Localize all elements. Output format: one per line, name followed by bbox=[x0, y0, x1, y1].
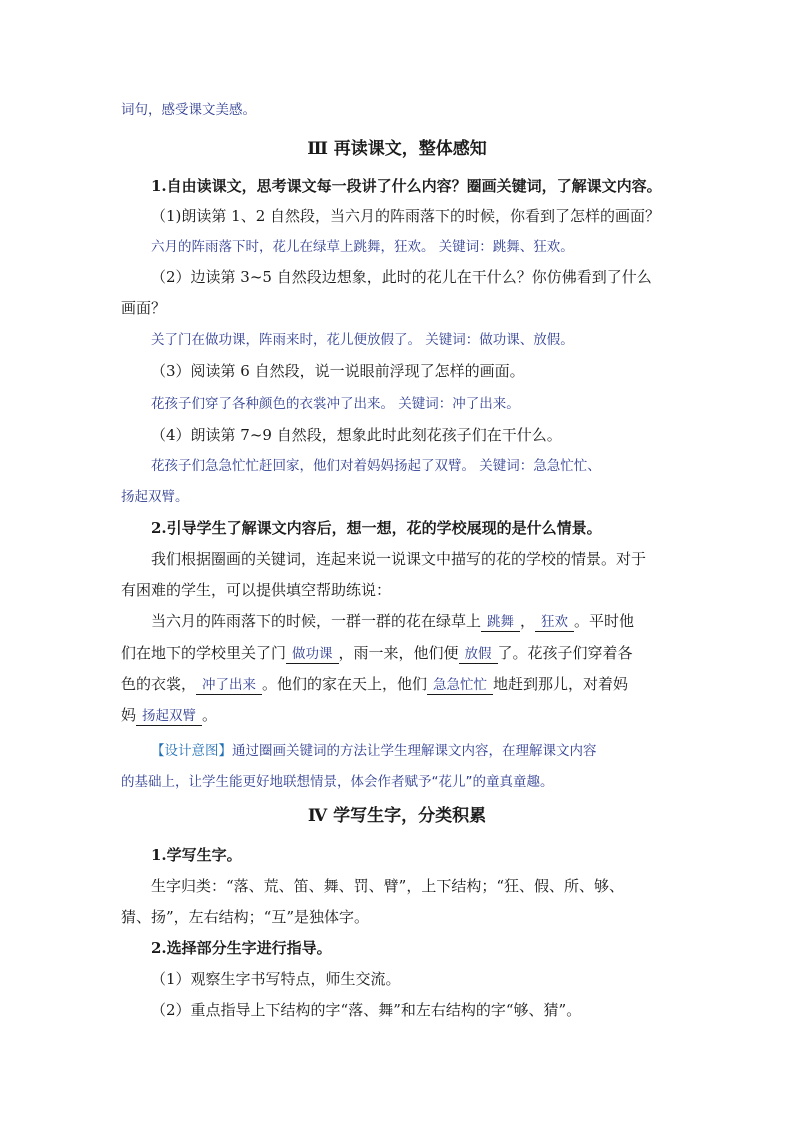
fill-text: 地赶到那儿，对着妈 bbox=[493, 675, 629, 693]
fill-blank-2: 狂欢 bbox=[535, 613, 574, 632]
answer-4-line-2: 扬起双臂。 bbox=[121, 489, 189, 505]
fill-blank-1: 跳舞 bbox=[481, 613, 520, 632]
fill-text: 。他们的家在天上，他们 bbox=[262, 675, 428, 693]
fill-text: 。平时他 bbox=[574, 612, 635, 630]
teacher-text-line-1: 我们根据圈画的关键词，连起来说一说课文中描写的花的学校的情景。对于 bbox=[151, 550, 647, 568]
fill-text: ， bbox=[520, 612, 536, 630]
question-2: 2.引导学生了解课文内容后，想一想，花的学校展现的是什么情景。 bbox=[151, 519, 602, 537]
char-groups-line-1: 生字归类：“落、荒、笛、舞、罚、臂”，上下结构；“狂、假、所、够、 bbox=[151, 877, 625, 895]
question-3: 1.学写生字。 bbox=[151, 846, 242, 864]
question-1: 1.自由读课文，思考课文每一段讲了什么内容？圈画关键词，了解课文内容。 bbox=[151, 177, 662, 195]
answer-2: 关了门在做功课，阵雨来时，花儿便放假了。 关键词：做功课、放假。 bbox=[151, 332, 574, 348]
fill-line-3 bbox=[121, 674, 681, 695]
answer-1: 六月的阵雨落下时，花儿在绿草上跳舞，狂欢。 关键词：跳舞、狂欢。 bbox=[151, 239, 574, 255]
fill-blank-7: 扬起双臂 bbox=[136, 707, 202, 726]
fill-text: 妈 bbox=[121, 706, 137, 724]
fill-blank-5: 冲了出来 bbox=[196, 676, 262, 695]
prompt-1: （1)朗读第 1、2 自然段，当六月的阵雨落下的时候，你看到了怎样的画面？ bbox=[151, 207, 661, 225]
char-groups-line-2: 猜、扬”，左右结构；“互”是独体字。 bbox=[121, 908, 370, 926]
answer-4-line-1: 花孩子们急急忙忙赶回家，他们对着妈妈扬起了双臂。 关键词：急急忙忙、 bbox=[151, 458, 601, 474]
fill-blank-3: 做功课 bbox=[286, 645, 339, 664]
intro-line: 词句，感受课文美感。 bbox=[121, 102, 256, 118]
fill-line-4 bbox=[121, 705, 681, 726]
answer-3: 花孩子们穿了各种颜色的衣裳冲了出来。 关键词：冲了出来。 bbox=[151, 396, 520, 412]
teacher-text-line-2: 有困难的学生，可以提供填空帮助练说： bbox=[121, 581, 392, 599]
section-heading-3: Ⅲ 再读课文，整体感知 bbox=[307, 139, 487, 159]
prompt-2-line-1: （2）边读第 3~5 自然段边想象，此时的花儿在干什么？你仿佛看到了什么 bbox=[151, 268, 652, 286]
fill-text: 。 bbox=[202, 706, 218, 724]
fill-line-2 bbox=[121, 643, 681, 664]
fill-text: ，雨一来，他们便 bbox=[338, 644, 459, 662]
fill-text: 色的衣裳， bbox=[121, 675, 197, 693]
fill-text: 们在地下的学校里关了门 bbox=[121, 644, 287, 662]
prompt-3: （3）阅读第 6 自然段，说一说眼前浮现了怎样的画面。 bbox=[151, 362, 525, 380]
prompt-4: （4）朗读第 7~9 自然段，想象此时此刻花孩子们在干什么。 bbox=[151, 426, 562, 444]
design-intent-text: 通过圈画关键词的方法让学生理解课文内容，在理解课文内容 bbox=[232, 743, 597, 759]
step-1: （1）观察生字书写特点，师生交流。 bbox=[151, 970, 401, 988]
design-intent-line-1 bbox=[151, 741, 681, 761]
fill-text: 了。花孩子们穿着各 bbox=[497, 644, 633, 662]
fill-line-1 bbox=[151, 611, 681, 632]
design-intent-tag: 【设计意图】 bbox=[151, 743, 232, 759]
prompt-2-line-2: 画面？ bbox=[121, 299, 167, 317]
fill-blank-4: 放假 bbox=[459, 645, 498, 664]
step-2: （2）重点指导上下结构的字“落、舞”和左右结构的字“够、猜”。 bbox=[151, 1001, 582, 1019]
design-intent-line-2: 的基础上，让学生能更好地联想情景，体会作者赋予“花儿”的童真童趣。 bbox=[121, 774, 554, 790]
fill-text: 当六月的阵雨落下的时候，一群一群的花在绿草上 bbox=[151, 612, 482, 630]
section-heading-4: Ⅳ 学写生字，分类积累 bbox=[307, 806, 487, 826]
question-4: 2.选择部分生字进行指导。 bbox=[151, 939, 332, 957]
fill-blank-6: 急急忙忙 bbox=[427, 676, 493, 695]
